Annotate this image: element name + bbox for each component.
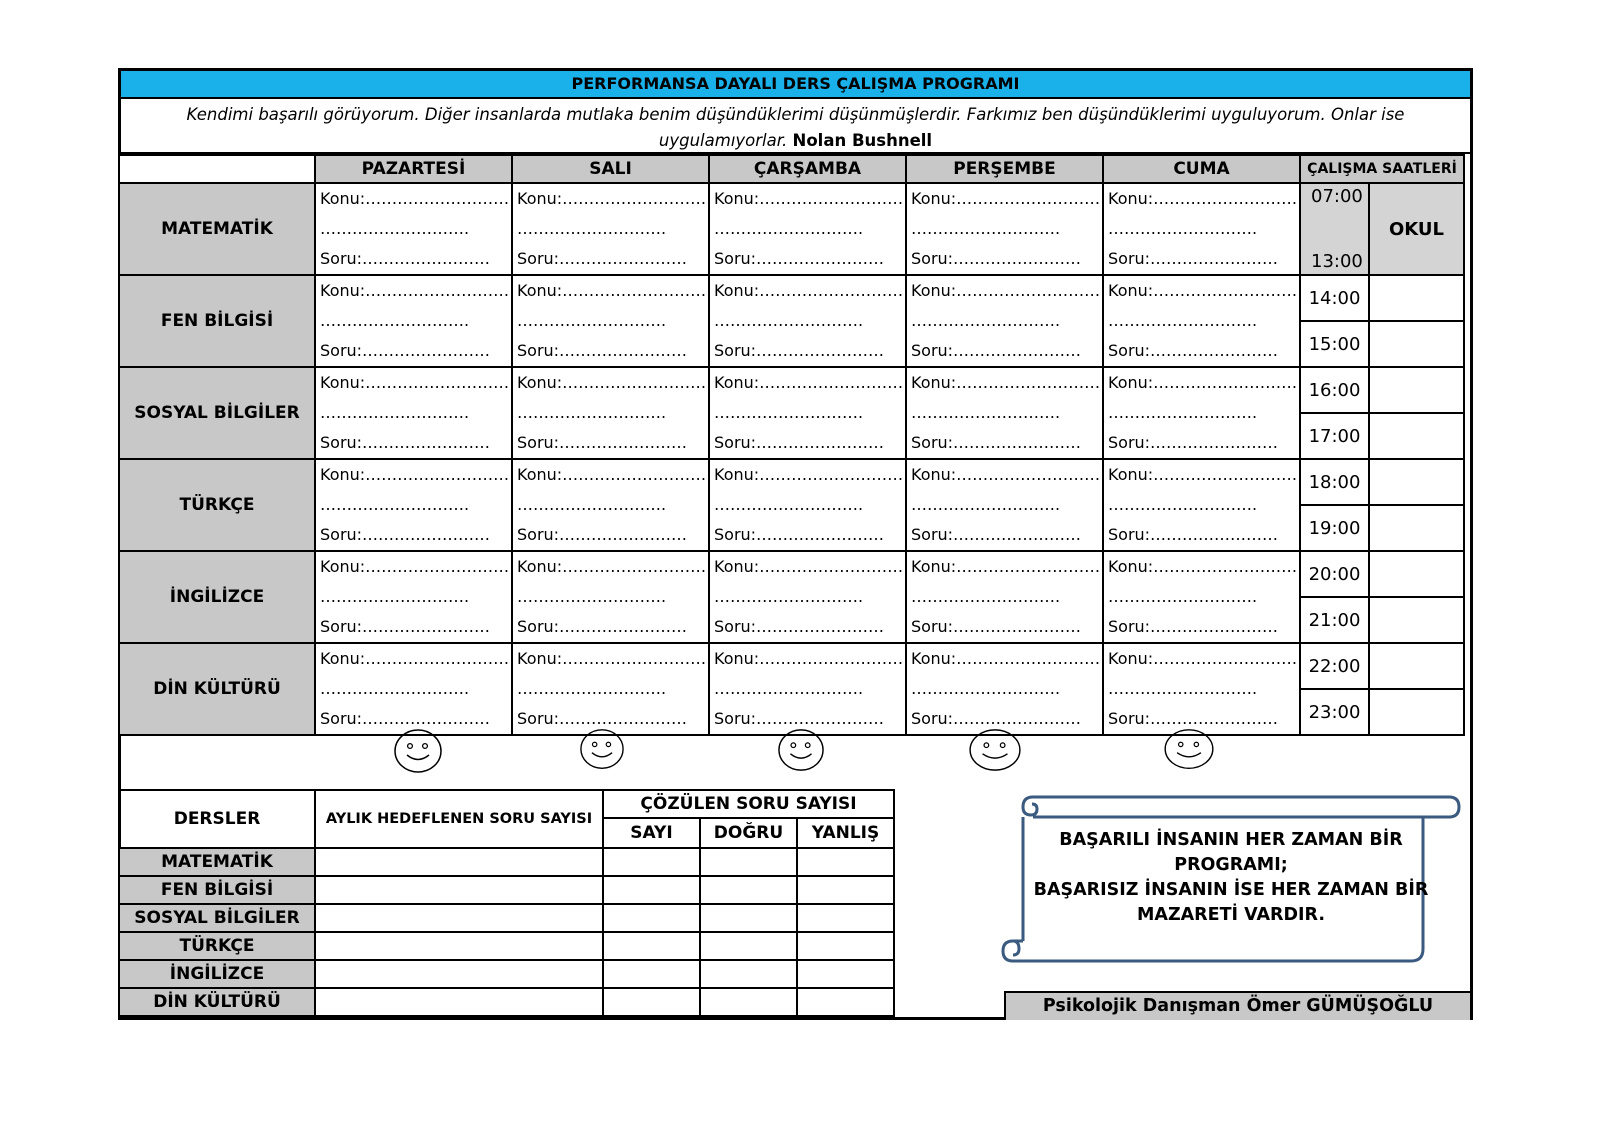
summary-wrong-cell[interactable]	[797, 932, 894, 960]
summary-wrong-cell[interactable]	[797, 988, 894, 1016]
subject-label: SOSYAL BİLGİLER	[119, 367, 315, 459]
hour-slot[interactable]	[1369, 597, 1464, 643]
summary-count-cell[interactable]	[603, 960, 700, 988]
entry-cell[interactable]: Konu:……………………… ………………………. Soru:……………………	[906, 459, 1103, 551]
summary-wrong-cell[interactable]	[797, 848, 894, 876]
quote-text: Kendimi başarılı görüyorum. Diğer insanlarda mutlaka benim düşündüklerimi düşünmüşlerdir. Farkımız ben düşündüklerimi uyguluyorum. Onlar ise uygulamıyorlar.	[186, 105, 1405, 150]
hour-label: 22:00	[1300, 643, 1369, 689]
summary-subject: MATEMATİK	[119, 848, 315, 876]
corner-cell	[119, 155, 315, 183]
hour-label: 21:00	[1300, 597, 1369, 643]
summary-correct-cell[interactable]	[700, 848, 797, 876]
entry-cell[interactable]: Konu:……………………… ………………………. Soru:……………………	[315, 459, 512, 551]
entry-cell[interactable]: Konu:……………………… ………………………. Soru:……………………	[512, 643, 709, 735]
summary-count-cell[interactable]	[603, 848, 700, 876]
entry-cell[interactable]: Konu:……………………… ………………………. Soru:……………………	[1103, 183, 1300, 275]
entry-cell[interactable]: Konu:……………………… ………………………. Soru:……………………	[709, 367, 906, 459]
summary-wrong-header: YANLIŞ	[797, 818, 894, 848]
entry-cell[interactable]: Konu:……………………… ………………………. Soru:……………………	[1103, 367, 1300, 459]
summary-subject: İNGİLİZCE	[119, 960, 315, 988]
hour-label: 19:00	[1300, 505, 1369, 551]
hour-label: 16:00	[1300, 367, 1369, 413]
entry-cell[interactable]: Konu:……………………… ………………………. Soru:……………………	[906, 643, 1103, 735]
summary-correct-cell[interactable]	[700, 988, 797, 1016]
hour-label: 18:00	[1300, 459, 1369, 505]
entry-cell[interactable]: Konu:……………………… ………………………. Soru:……………………	[315, 367, 512, 459]
summary-subject: SOSYAL BİLGİLER	[119, 904, 315, 932]
summary-correct-cell[interactable]	[700, 876, 797, 904]
summary-correct-cell[interactable]	[700, 904, 797, 932]
summary-target-cell[interactable]	[315, 988, 603, 1016]
summary-count-cell[interactable]	[603, 988, 700, 1016]
hour-label: 23:00	[1300, 689, 1369, 735]
weekly-schedule-table	[118, 154, 1465, 736]
summary-subject: FEN BİLGİSİ	[119, 876, 315, 904]
smiley-face-icon	[967, 727, 1023, 773]
summary-count-header: SAYI	[603, 818, 700, 848]
summary-correct-header: DOĞRU	[700, 818, 797, 848]
entry-cell[interactable]: Konu:……………………… ………………………. Soru:……………………	[709, 275, 906, 367]
school-start: 07:00	[1311, 186, 1363, 207]
subject-label: MATEMATİK	[119, 183, 315, 275]
entry-cell[interactable]: Konu:……………………… ………………………. Soru:……………………	[315, 643, 512, 735]
summary-wrong-cell[interactable]	[797, 960, 894, 988]
day-header: SALI	[512, 155, 709, 183]
subject-label: İNGİLİZCE	[119, 551, 315, 643]
smiley-face-icon	[577, 727, 627, 771]
school-hours	[1300, 183, 1369, 275]
subject-label: FEN BİLGİSİ	[119, 275, 315, 367]
entry-cell[interactable]: Konu:……………………… ………………………. Soru:……………………	[315, 183, 512, 275]
entry-cell[interactable]: Konu:……………………… ………………………. Soru:……………………	[709, 459, 906, 551]
day-header: ÇARŞAMBA	[709, 155, 906, 183]
entry-cell[interactable]: Konu:……………………… ………………………. Soru:……………………	[512, 367, 709, 459]
day-header: PAZARTESİ	[315, 155, 512, 183]
hour-slot[interactable]	[1369, 275, 1464, 321]
summary-correct-cell[interactable]	[700, 932, 797, 960]
page-title: PERFORMANSA DAYALI DERS ÇALIŞMA PROGRAMI	[121, 71, 1470, 99]
entry-cell[interactable]: Konu:……………………… ………………………. Soru:……………………	[512, 459, 709, 551]
summary-correct-cell[interactable]	[700, 960, 797, 988]
summary-target-header: AYLIK HEDEFLENEN SORU SAYISI	[315, 790, 603, 848]
summary-count-cell[interactable]	[603, 904, 700, 932]
entry-cell[interactable]: Konu:……………………… ………………………. Soru:……………………	[1103, 643, 1300, 735]
summary-subject: DİN KÜLTÜRÜ	[119, 988, 315, 1016]
quote-author: Nolan Bushnell	[792, 131, 933, 150]
summary-wrong-cell[interactable]	[797, 904, 894, 932]
signature: Psikolojik Danışman Ömer GÜMÜŞOĞLU	[1004, 991, 1470, 1020]
summary-target-cell[interactable]	[315, 904, 603, 932]
summary-solved-header: ÇÖZÜLEN SORU SAYISI	[603, 790, 894, 818]
entry-cell[interactable]: Konu:……………………… ………………………. Soru:……………………	[906, 275, 1103, 367]
motivation-text: BAŞARILI İNSANIN HER ZAMAN BİR PROGRAMI; BAŞARISIZ İNSANIN İSE HER ZAMAN BİR MAZARETİ VARDIR.	[1033, 830, 1429, 925]
hour-label: 15:00	[1300, 321, 1369, 367]
quote	[121, 99, 1470, 154]
summary-count-cell[interactable]	[603, 932, 700, 960]
entry-cell[interactable]: Konu:……………………… ………………………. Soru:……………………	[906, 183, 1103, 275]
subject-label: TÜRKÇE	[119, 459, 315, 551]
school-end: 13:00	[1311, 251, 1363, 272]
summary-target-cell[interactable]	[315, 960, 603, 988]
entry-cell[interactable]: Konu:……………………… ………………………. Soru:……………………	[709, 551, 906, 643]
entry-cell[interactable]: Konu:……………………… ………………………. Soru:……………………	[1103, 459, 1300, 551]
entry-cell[interactable]: Konu:……………………… ………………………. Soru:……………………	[1103, 551, 1300, 643]
hour-slot[interactable]	[1369, 459, 1464, 505]
summary-subject: TÜRKÇE	[119, 932, 315, 960]
summary-wrong-cell[interactable]	[797, 876, 894, 904]
hour-slot[interactable]	[1369, 689, 1464, 735]
hour-label: 14:00	[1300, 275, 1369, 321]
day-header: PERŞEMBE	[906, 155, 1103, 183]
summary-count-cell[interactable]	[603, 876, 700, 904]
subject-label: DİN KÜLTÜRÜ	[119, 643, 315, 735]
entry-cell[interactable]: Konu:……………………… ………………………. Soru:……………………	[315, 275, 512, 367]
hour-slot[interactable]	[1369, 643, 1464, 689]
entry-cell[interactable]: Konu:……………………… ………………………. Soru:……………………	[512, 551, 709, 643]
entry-cell[interactable]: Konu:……………………… ………………………. Soru:……………………	[512, 183, 709, 275]
smiley-face-icon	[1161, 727, 1217, 771]
entry-cell[interactable]: Konu:……………………… ………………………. Soru:……………………	[906, 367, 1103, 459]
hour-slot[interactable]	[1369, 321, 1464, 367]
study-schedule-sheet	[118, 68, 1473, 1020]
summary-subjects-header: DERSLER	[119, 790, 315, 848]
hour-slot[interactable]	[1369, 551, 1464, 597]
entry-cell[interactable]: Konu:……………………… ………………………. Soru:……………………	[709, 643, 906, 735]
hour-label: 20:00	[1300, 551, 1369, 597]
hour-slot[interactable]	[1369, 367, 1464, 413]
summary-target-cell[interactable]	[315, 848, 603, 876]
entry-cell[interactable]: Konu:……………………… ………………………. Soru:……………………	[512, 275, 709, 367]
hour-slot[interactable]	[1369, 505, 1464, 551]
summary-table	[118, 789, 895, 1017]
entry-cell[interactable]: Konu:……………………… ………………………. Soru:……………………	[1103, 275, 1300, 367]
summary-target-cell[interactable]	[315, 932, 603, 960]
hour-label: 17:00	[1300, 413, 1369, 459]
school-label: OKUL	[1369, 183, 1464, 275]
summary-target-cell[interactable]	[315, 876, 603, 904]
entry-cell[interactable]: Konu:……………………… ………………………. Soru:……………………	[906, 551, 1103, 643]
entry-cell[interactable]: Konu:……………………… ………………………. Soru:……………………	[315, 551, 512, 643]
smiley-face-icon	[393, 727, 443, 775]
hour-slot[interactable]	[1369, 413, 1464, 459]
day-header: CUMA	[1103, 155, 1300, 183]
entry-cell[interactable]: Konu:……………………… ………………………. Soru:……………………	[709, 183, 906, 275]
hours-header: ÇALIŞMA SAATLERİ	[1300, 155, 1464, 183]
smiley-face-icon	[776, 727, 826, 773]
